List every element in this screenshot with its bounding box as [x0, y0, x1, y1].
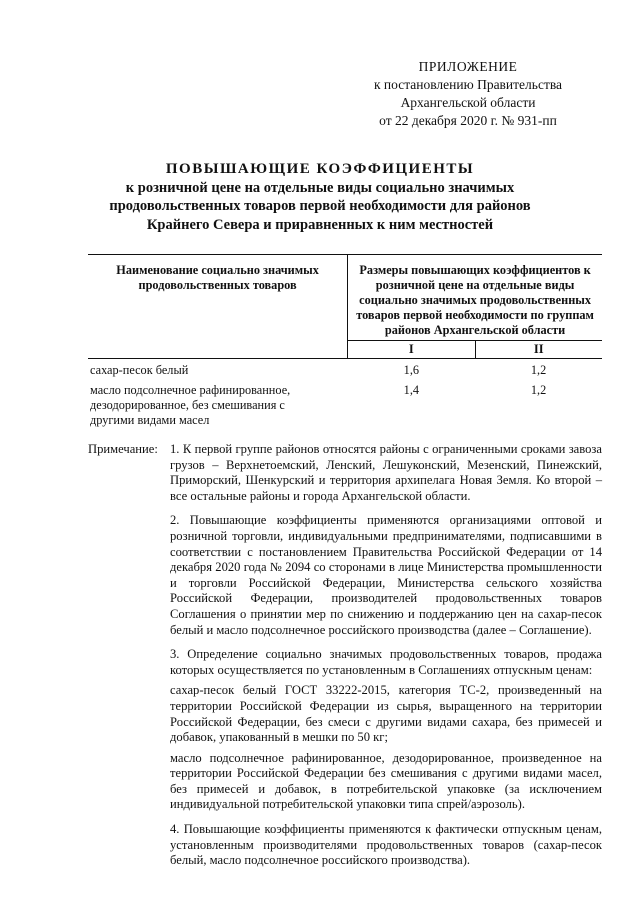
note-paragraph-4: 4. Повышающие коэффициенты применяются к фактически отпускным ценам, установленным производителями продовольственных товаров (сахар-песок белый, масло подсолнечное российского производства).: [170, 822, 602, 868]
notes-section: [88, 442, 602, 878]
title-sub-line-3: Крайнего Севера и приравненных к ним местностей: [146, 216, 494, 233]
appendix-region-line: Архангельской области: [400, 95, 536, 110]
row-value-group-1: 1,4: [403, 383, 420, 397]
appendix-header: [353, 58, 583, 130]
title-sub-line-2: продовольственных товаров первой необходимости для районов: [109, 198, 531, 214]
note-paragraph-3-oil: масло подсолнечное рафинированное, дезодорированное, произведенное на территории Российской Федерации без смешивания с другими видами масел, без примесей и добавок, в потребительской упаковке (за исключением индивидуальной потребительской упаковки типа спрей/аэрозоль).: [170, 750, 602, 812]
appendix-date-line: от 22 декабря 2020 г. № 931-пп: [379, 113, 557, 128]
title-sub-line-1: к розничной цене на отдельные виды социально значимых: [125, 179, 515, 196]
notes-body: [170, 442, 602, 869]
row-value-group-1: 1,6: [403, 363, 420, 377]
note-paragraph-1: 1. К первой группе районов относятся районы с ограниченными сроками завоза грузов – Верхнетоемский, Ленский, Лешуконский, Мезенский, Пинежский, Приморский, Шенкурский и территория архипелага Новая Земля. Ко второй – все остальные районы и города Архангельской области.: [170, 442, 602, 503]
document-title: [0, 160, 640, 234]
table-row: [88, 359, 602, 380]
appendix-ref-line: к постановлению Правительства: [373, 77, 563, 92]
table-header-group-1: I: [348, 341, 475, 359]
notes-label: Примечание:: [88, 442, 158, 456]
row-value-group-2: 1,2: [530, 383, 547, 397]
row-goods-name: сахар-песок белый: [90, 363, 189, 377]
table-header-coefficients: Размеры повышающих коэффициентов к розничной цене на отдельные виды социально значимых продовольственных товаров первой необходимости по группам районов Архангельской области: [348, 255, 602, 341]
table-header-goods: Наименование социально значимых продовольственных товаров: [88, 255, 348, 359]
note-paragraph-2: 2. Повышающие коэффициенты применяются организациями оптовой и розничной торговли, индивидуальными предпринимателями, подписавшими в соответствии с постановлением Правительства Российской Федерации от 14 декабря 2020 года № 2094 со сторонами в лице Министерства промышленности и торговли Российской Федерации, Министерства сельского хозяйства Российской Федерации, производителей продовольственных товаров Соглашения о принятии мер по снижению и поддержанию цен на сахар-песок белый и масло подсолнечное российского производства (далее – Соглашение).: [170, 513, 602, 637]
title-main: ПОВЫШАЮЩИЕ КОЭФФИЦИЕНТЫ: [165, 161, 475, 177]
table-header-group-2: II: [475, 341, 602, 359]
note-paragraph-3: 3. Определение социально значимых продовольственных товаров, продажа которых осуществляется по установленным в Соглашениях отпускным ценам:: [170, 647, 602, 677]
appendix-label: ПРИЛОЖЕНИЕ: [418, 59, 518, 74]
coefficients-table: [88, 254, 602, 428]
table-row: [88, 379, 602, 428]
row-value-group-2: 1,2: [530, 363, 547, 377]
note-paragraph-3-sugar: сахар-песок белый ГОСТ 33222-2015, категория ТС-2, произведенный на территории Российской Федерации из сырья, выращенного на территории Российской Федерации, без смеси с другими видами сахара, без примесей и добавок, упакованный в мешки по 50 кг;: [170, 683, 602, 745]
row-goods-name: масло подсолнечное рафинированное, дезодорированное, без смешивания с другими видами масел: [90, 383, 291, 427]
